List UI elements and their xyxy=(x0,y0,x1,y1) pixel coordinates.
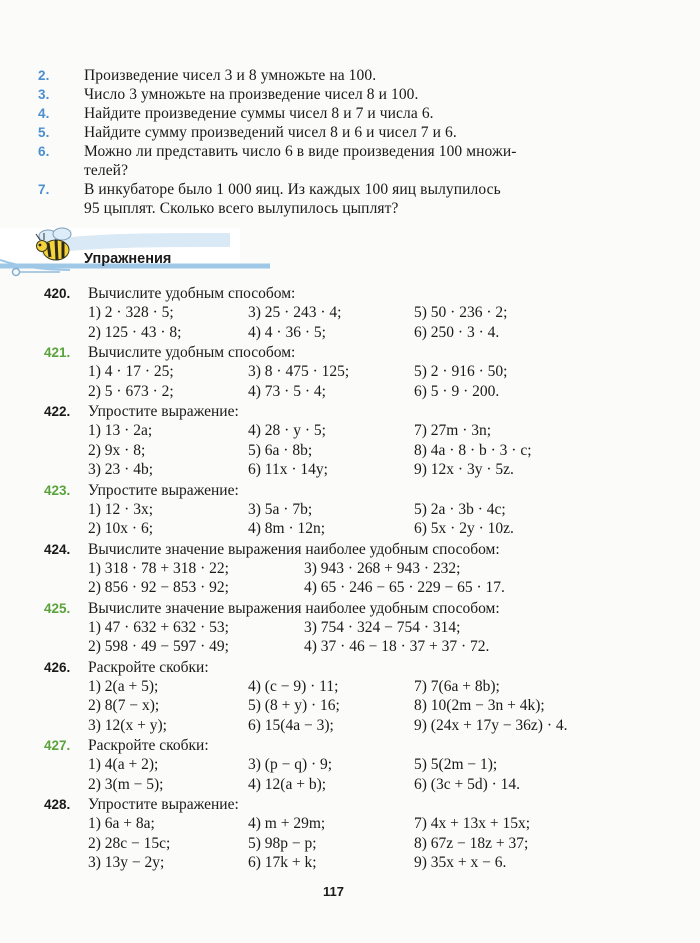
exercise-title: Вычислите удобным способом: xyxy=(88,285,296,302)
exercise-item: 3) (p − q) · 9; xyxy=(248,756,333,773)
section-title: Упражнения xyxy=(84,251,172,267)
exercises-list xyxy=(44,284,664,874)
exercise-row xyxy=(44,303,664,323)
exercise-424 xyxy=(44,540,664,598)
exercise-item: 8) 67z − 18z + 37; xyxy=(414,834,529,852)
exercise-item: 4) 73 · 5 · 4; xyxy=(248,382,326,400)
question-text: Найдите произведение суммы чисел 8 и 7 и числа 6. xyxy=(84,105,434,122)
exercise-item: 6) 11x · 14y; xyxy=(248,461,328,478)
exercise-item: 6) 5x · 2y · 10z. xyxy=(414,520,514,537)
exercise-item: 3) 943 · 268 + 943 · 232; xyxy=(304,559,461,577)
exercise-item: 1) 318 · 78 + 318 · 22; xyxy=(88,559,229,577)
exercise-row xyxy=(44,637,664,657)
question-text: Число 3 умножьте на произведение чисел 8 и 100. xyxy=(84,86,419,103)
exercise-item: 7) 4x + 13x + 15x; xyxy=(414,815,531,832)
exercise-item: 1) 4 · 17 · 25; xyxy=(88,363,174,380)
exercise-item: 2) 125 · 43 · 8; xyxy=(88,323,182,341)
exercises-header xyxy=(0,226,700,282)
exercise-number: 422. xyxy=(44,404,71,419)
exercise-item: 6) (3c + 5d) · 14. xyxy=(414,775,521,793)
exercise-item: 2) 598 · 49 − 597 · 49; xyxy=(88,638,229,655)
exercise-row xyxy=(44,460,664,480)
exercise-row xyxy=(44,775,664,795)
exercise-number: 425. xyxy=(44,600,71,616)
exercise-number: 428. xyxy=(44,797,71,812)
exercise-row xyxy=(44,755,664,775)
exercise-item: 6) 17k + k; xyxy=(248,854,317,871)
exercise-item: 5) 6a · 8b; xyxy=(248,441,313,459)
exercise-row xyxy=(44,362,664,382)
exercise-row xyxy=(44,618,664,638)
exercise-title: Раскройте скобки: xyxy=(88,737,209,754)
exercise-item: 3) 5a · 7b; xyxy=(248,500,313,518)
exercise-row xyxy=(44,441,664,461)
question xyxy=(38,66,638,85)
exercise-item: 5) 50 · 236 · 2; xyxy=(414,304,508,321)
exercise-row xyxy=(44,716,664,736)
exercise-item: 2) 5 · 673 · 2; xyxy=(88,382,174,400)
exercise-title: Упростите выражение: xyxy=(88,796,239,813)
exercise-item: 3) 23 · 4b; xyxy=(88,461,154,478)
exercise-row xyxy=(44,323,664,343)
exercise-item: 7) 27m · 3n; xyxy=(414,422,492,439)
exercise-row xyxy=(44,382,664,402)
exercise-item: 8) 4a · 8 · b · 3 · c; xyxy=(414,441,532,459)
exercise-number: 420. xyxy=(44,286,71,301)
exercise-420 xyxy=(44,284,664,342)
exercise-row xyxy=(44,814,664,834)
question-number: 6. xyxy=(38,144,50,159)
question-text: Найдите сумму произведений чисел 8 и 6 и чисел 7 и 6. xyxy=(84,124,457,141)
question xyxy=(38,142,638,161)
exercise-item: 5) 2 · 916 · 50; xyxy=(414,363,508,380)
exercise-item: 5) (8 + y) · 16; xyxy=(248,697,340,714)
question-number: 2. xyxy=(38,68,50,83)
exercise-item: 1) 2 · 328 · 5; xyxy=(88,304,174,321)
exercise-title: Вычислите значение выражения наиболее удобным способом: xyxy=(88,599,500,617)
question xyxy=(38,123,638,142)
exercise-item: 9) 35x + x − 6. xyxy=(414,854,507,871)
exercise-item: 3) 13y − 2y; xyxy=(88,854,165,871)
exercise-item: 3) 754 · 324 − 754 · 314; xyxy=(304,618,461,636)
exercise-item: 1) 2(a + 5); xyxy=(88,677,159,695)
exercise-item: 5) 98p − p; xyxy=(248,834,317,852)
question-text: В инкубаторе было 1 000 яиц. Из каждых 100 яиц вылупилось xyxy=(84,181,501,198)
exercise-number: 426. xyxy=(44,659,71,675)
question-text: 95 цыплят. Сколько всего вылупилось цыплят? xyxy=(84,200,399,217)
exercise-item: 1) 12 · 3x; xyxy=(88,500,154,518)
exercise-item: 4) 37 · 46 − 18 · 37 + 37 · 72. xyxy=(304,638,490,655)
exercise-item: 4) m + 29m; xyxy=(248,815,326,832)
exercise-421 xyxy=(44,343,664,401)
exercise-title: Упростите выражение: xyxy=(88,403,239,420)
exercise-425 xyxy=(44,599,664,657)
exercise-item: 2) 10x · 6; xyxy=(88,520,154,537)
exercise-item: 2) 8(7 − x); xyxy=(88,697,160,714)
question-text: Произведение чисел 3 и 8 умножьте на 100. xyxy=(84,67,377,84)
exercise-item: 6) 250 · 3 · 4. xyxy=(414,323,500,341)
exercise-item: 9) (24x + 17y − 36z) · 4. xyxy=(414,716,568,734)
exercise-item: 6) 15(4a − 3); xyxy=(248,716,334,734)
exercise-item: 2) 9x · 8; xyxy=(88,441,146,459)
exercise-item: 4) 65 · 246 − 65 · 229 − 65 · 17. xyxy=(304,579,505,596)
decor-circle xyxy=(13,269,20,276)
page-number: 117 xyxy=(323,884,344,899)
question-text: телей? xyxy=(84,162,129,179)
question-continuation xyxy=(38,161,638,180)
question xyxy=(38,104,638,123)
exercise-row xyxy=(44,834,664,854)
exercise-item: 2) 28c − 15c; xyxy=(88,834,171,852)
exercise-item: 3) 25 · 243 · 4; xyxy=(248,304,342,321)
exercise-title: Вычислите удобным способом: xyxy=(88,344,296,361)
exercise-item: 2) 856 · 92 − 853 · 92; xyxy=(88,579,229,596)
exercise-item: 1) 6a + 8a; xyxy=(88,815,155,832)
exercise-number: 427. xyxy=(44,738,71,753)
exercise-item: 9) 12x · 3y · 5z. xyxy=(414,461,514,478)
exercise-row xyxy=(44,853,664,873)
exercise-item: 5) 2a · 3b · 4c; xyxy=(414,500,506,518)
question-number: 4. xyxy=(38,106,50,121)
exercise-item: 6) 5 · 9 · 200. xyxy=(414,382,500,400)
exercise-426 xyxy=(44,658,664,736)
exercise-item: 4) 8m · 12n; xyxy=(248,520,326,537)
exercise-row xyxy=(44,578,664,598)
question xyxy=(38,180,638,199)
exercise-row xyxy=(44,677,664,697)
exercise-item: 2) 3(m − 5); xyxy=(88,775,164,793)
exercise-item: 1) 47 · 632 + 632 · 53; xyxy=(88,618,229,636)
exercise-row xyxy=(44,696,664,716)
exercise-423 xyxy=(44,481,664,539)
exercise-item: 3) 12(x + y); xyxy=(88,716,167,734)
exercise-item: 4) 12(a + b); xyxy=(248,775,327,793)
exercise-number: 421. xyxy=(44,345,71,360)
exercise-item: 4) 28 · y · 5; xyxy=(248,422,326,439)
exercise-row xyxy=(44,500,664,520)
question-number: 5. xyxy=(38,125,50,140)
exercise-item: 3) 8 · 475 · 125; xyxy=(248,363,350,380)
exercise-title: Вычислите значение выражения наиболее удобным способом: xyxy=(88,540,500,558)
exercise-item: 4) 4 · 36 · 5; xyxy=(248,323,326,341)
question-continuation xyxy=(38,199,638,218)
exercise-title: Раскройте скобки: xyxy=(88,658,209,676)
question xyxy=(38,85,638,104)
exercise-item: 5) 5(2m − 1); xyxy=(414,756,498,773)
exercise-item: 7) 7(6a + 8b); xyxy=(414,677,500,695)
exercise-item: 8) 10(2m − 3n + 4k); xyxy=(414,697,545,714)
exercise-row xyxy=(44,421,664,441)
question-number: 7. xyxy=(38,182,50,197)
exercise-item: 1) 4(a + 2); xyxy=(88,756,159,773)
question-number: 3. xyxy=(38,87,50,102)
exercise-title: Упростите выражение: xyxy=(88,481,239,499)
review-questions xyxy=(38,66,638,218)
exercise-row xyxy=(44,559,664,579)
exercise-item: 1) 13 · 2a; xyxy=(88,422,153,439)
exercise-422 xyxy=(44,402,664,480)
exercise-number: 424. xyxy=(44,541,71,557)
exercise-item: 4) (c − 9) · 11; xyxy=(248,677,339,695)
question-text: Можно ли представить число 6 в виде произведения 100 множи- xyxy=(84,143,517,160)
exercise-428 xyxy=(44,795,664,873)
exercise-427 xyxy=(44,736,664,794)
exercise-number: 423. xyxy=(44,482,71,498)
exercise-row xyxy=(44,519,664,539)
